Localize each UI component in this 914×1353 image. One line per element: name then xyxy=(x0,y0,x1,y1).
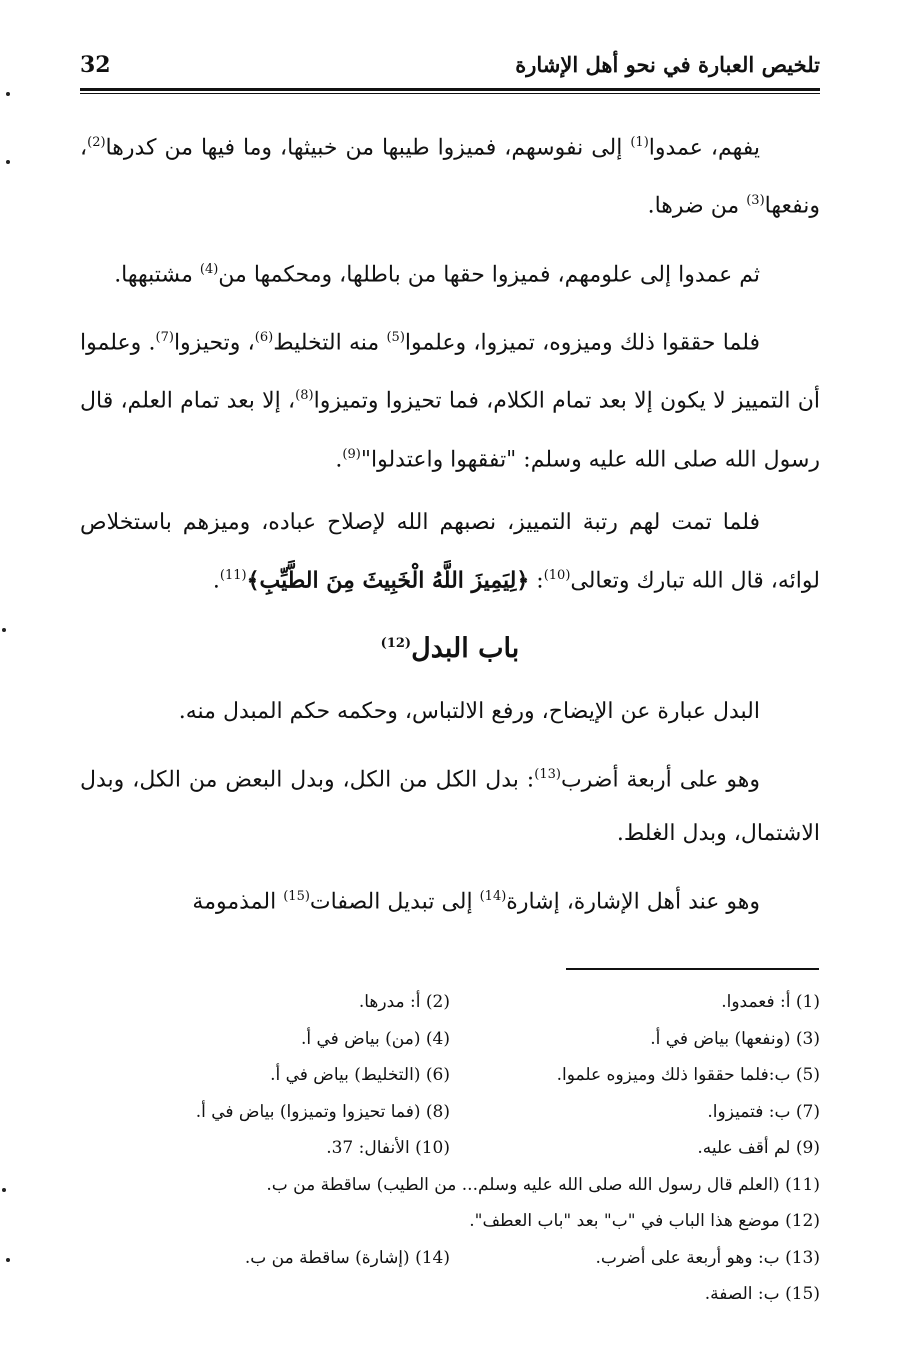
footnote-text: أ: فعمدوا. xyxy=(721,992,791,1013)
text-run: . xyxy=(335,446,343,472)
footnote-ref: (4) xyxy=(199,261,219,277)
footnote-number: (1) xyxy=(795,992,820,1013)
footnote-text: (من) بياض في أ. xyxy=(300,1028,421,1049)
paragraph xyxy=(80,496,820,607)
footnote-row xyxy=(80,1130,820,1167)
footnote-ref: (2) xyxy=(87,135,106,150)
footnote-ref: (15) xyxy=(283,888,310,904)
footnote xyxy=(450,1102,820,1122)
section-title xyxy=(80,617,820,675)
footnote-row xyxy=(80,1276,820,1313)
text-run: . xyxy=(212,568,220,594)
paragraph xyxy=(80,870,820,928)
footnote-number: (10) xyxy=(415,1138,450,1159)
text-run: إلى تبديل الصفات xyxy=(309,888,480,914)
footnote-ref: (3) xyxy=(746,193,765,209)
footnote-text: (إشارة) ساقطة من ب. xyxy=(244,1247,410,1268)
paragraph xyxy=(80,311,820,486)
paragraph xyxy=(80,243,820,301)
quran-quote: ﴿لِيَمِيزَ اللَّهُ الْخَبِيثَ مِنَ الطَّيِّبِ﴾ xyxy=(246,567,530,594)
text-run: المذمومة xyxy=(192,888,284,914)
text-run: مشتبهها. xyxy=(114,261,200,287)
footnote-number: (5) xyxy=(795,1065,820,1086)
text-run: وهو عند أهل الإشارة، إشارة xyxy=(506,888,760,914)
footnote-text: الأنفال: 37. xyxy=(326,1138,410,1159)
footnote xyxy=(450,1138,820,1158)
footnote xyxy=(450,1065,820,1085)
footnote-number: (15) xyxy=(785,1284,820,1305)
scan-mark xyxy=(2,628,6,632)
scan-mark xyxy=(6,160,10,164)
text-run: فلما تمت لهم رتبة التمييز، نصبهم الله لإصلاح عباده، وميزهم باستخلاص لوائه، قال الله تبارك وتعالى xyxy=(80,509,820,594)
footnote-row xyxy=(80,1167,820,1204)
footnote-text: موضع هذا الباب في "ب" بعد "باب العطف". xyxy=(469,1211,780,1232)
footnote xyxy=(80,1248,450,1268)
footnote xyxy=(80,1175,820,1195)
text-run: ، وتحيزوا xyxy=(173,330,255,356)
main-text xyxy=(80,116,820,938)
footnote-row xyxy=(80,1203,820,1240)
running-title: تلخيص العبارة في نحو أهل الإشارة xyxy=(515,52,820,77)
footnote-ref: (10) xyxy=(543,567,571,583)
scan-mark xyxy=(6,92,10,96)
footnote-text: ب:فلما حققوا ذلك وميزوه علموا. xyxy=(556,1065,791,1086)
scan-mark xyxy=(6,1258,10,1262)
footnote-text: (ونفعها) بياض في أ. xyxy=(650,1028,791,1049)
footnote-ref: (13) xyxy=(534,767,561,783)
footnote xyxy=(80,1138,450,1158)
footnote-ref: (8) xyxy=(295,388,314,404)
text-run: ، إلا بعد تمام العلم، قال رسول الله صلى الله عليه وسلم: "تفقهوا واعتدلوا" xyxy=(80,388,820,472)
footnote-number: (8) xyxy=(425,1101,450,1122)
footnote-row xyxy=(80,1021,820,1058)
footnote xyxy=(80,1065,450,1085)
footnote xyxy=(80,992,450,1012)
footnote xyxy=(80,1029,450,1049)
footnote-text: لم أقف عليه. xyxy=(697,1138,791,1159)
paragraph xyxy=(80,685,820,738)
footnote-number: (9) xyxy=(795,1138,820,1159)
footnote-number: (11) xyxy=(785,1174,820,1195)
text-run: : xyxy=(529,568,544,594)
text-run: منه التخليط xyxy=(273,330,387,356)
footnote-text: ب: فتميزوا. xyxy=(707,1101,791,1122)
paragraph xyxy=(80,748,820,859)
footnote-ref: (12) xyxy=(380,636,412,652)
footnote-ref: (5) xyxy=(386,329,405,345)
text-run: يفهم، عمدوا xyxy=(648,135,761,161)
text-run: ، ونفعها xyxy=(80,135,820,219)
footnote-text: أ: مدرها. xyxy=(358,992,421,1013)
footnote-ref: (11) xyxy=(219,567,247,583)
footnote-number: (12) xyxy=(785,1211,820,1232)
text-run: وهو على أربعة أضرب xyxy=(560,767,760,793)
footnote-row xyxy=(80,1240,820,1277)
footnote-number: (7) xyxy=(795,1101,820,1122)
footnote xyxy=(80,1211,820,1231)
footnote-ref: (1) xyxy=(630,135,649,150)
footnote-number: (4) xyxy=(425,1028,450,1049)
text-run: من ضرها. xyxy=(647,193,747,219)
page-number: 32 xyxy=(80,52,111,78)
footnote xyxy=(450,1284,820,1304)
footnote-ref: (9) xyxy=(342,446,361,462)
footnote xyxy=(450,992,820,1012)
footnote-separator xyxy=(566,968,819,970)
running-header xyxy=(80,48,820,88)
text-run: فلما حققوا ذلك وميزوه، تميزوا، وعلموا xyxy=(404,330,760,356)
header-rule-thin xyxy=(80,93,820,94)
scan-mark xyxy=(2,1188,6,1192)
footnote-text: (فما تحيزوا وتميزوا) بياض في أ. xyxy=(195,1101,421,1122)
footnote-number: (2) xyxy=(425,992,450,1013)
footnote-number: (13) xyxy=(785,1247,820,1268)
footnote-ref: (6) xyxy=(254,329,274,345)
text-run: إلى نفوسهم، فميزوا طيبها من خبيثها، وما فيها من كدرها xyxy=(105,135,631,161)
footnote-text: (التخليط) بياض في أ. xyxy=(270,1065,421,1086)
footnote-number: (14) xyxy=(415,1247,450,1268)
footnote-text: ب: وهو أربعة على أضرب. xyxy=(595,1247,780,1268)
footnote-ref: (7) xyxy=(155,329,174,345)
text-run: ثم عمدوا إلى علومهم، فميزوا حقها من باطلها، ومحكمها من xyxy=(218,261,760,287)
footnotes xyxy=(80,984,820,1313)
footnote xyxy=(450,1248,820,1268)
text-run: البدل عبارة عن الإيضاح، ورفع الالتباس، وحكمه حكم المبدل منه. xyxy=(178,699,760,725)
footnote xyxy=(450,1029,820,1049)
paragraph xyxy=(80,116,820,233)
section-title-text: باب البدل xyxy=(411,633,520,665)
header-rule-thick xyxy=(80,88,820,91)
footnote-row xyxy=(80,984,820,1021)
footnote-text: ب: الصفة. xyxy=(704,1284,780,1305)
footnote xyxy=(80,1102,450,1122)
footnote-number: (6) xyxy=(425,1065,450,1086)
text-run: . وعلموا أن التمييز لا يكون إلا بعد تمام الكلام، فما تحيزوا وتميزوا xyxy=(80,330,820,414)
footnote-row xyxy=(80,1057,820,1094)
footnote-ref: (14) xyxy=(479,888,507,904)
footnote-text: (العلم قال رسول الله صلى الله عليه وسلم... من الطيب) ساقطة من ب. xyxy=(266,1174,780,1195)
footnote-number: (3) xyxy=(795,1028,820,1049)
footnote-row xyxy=(80,1094,820,1131)
text-run: : بدل الكل من الكل، وبدل البعض من الكل، وبدل الاشتمال، وبدل الغلط. xyxy=(80,767,820,846)
